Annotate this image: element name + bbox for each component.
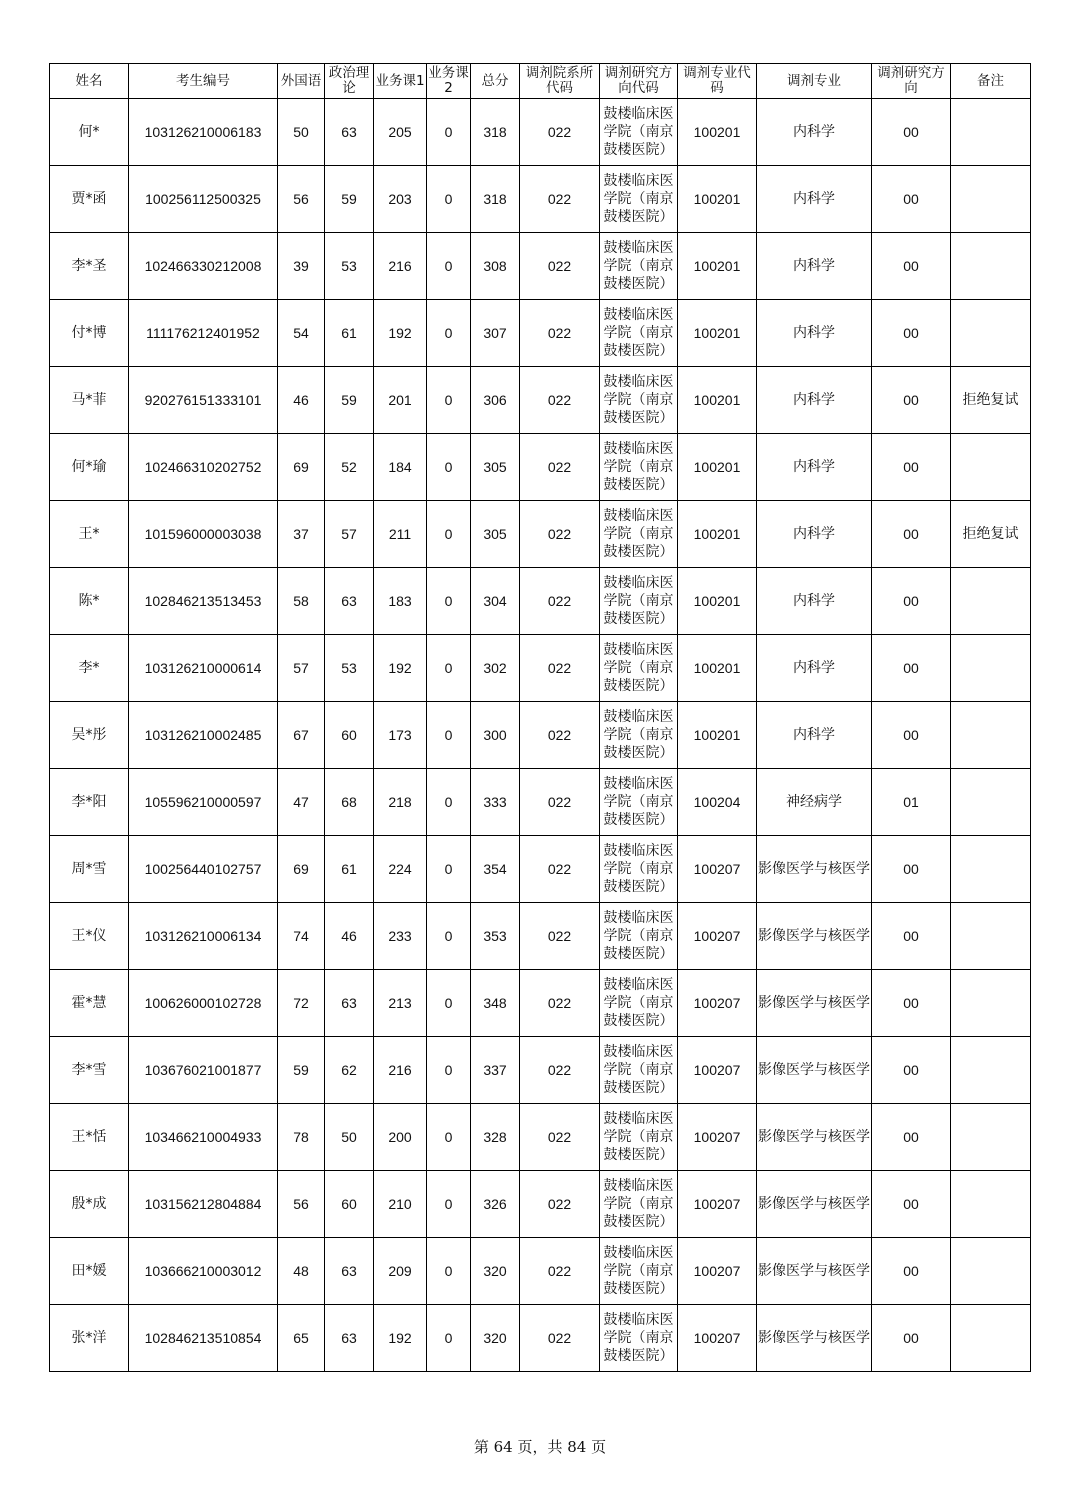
cell-politics-score: 57 bbox=[325, 501, 374, 568]
cell-major: 内科学 bbox=[757, 233, 872, 300]
cell-politics-score: 63 bbox=[325, 568, 374, 635]
cell-course2-score: 0 bbox=[427, 1238, 471, 1305]
header-course-2: 业务课2 bbox=[427, 64, 471, 99]
cell-note bbox=[951, 1037, 1031, 1104]
header-major-code: 调剂专业代码 bbox=[678, 64, 757, 99]
cell-candidate-id: 105596210000597 bbox=[129, 769, 278, 836]
cell-course2-score: 0 bbox=[427, 836, 471, 903]
cell-note bbox=[951, 836, 1031, 903]
cell-course1-score: 201 bbox=[374, 367, 427, 434]
cell-politics-score: 63 bbox=[325, 970, 374, 1037]
cell-politics-score: 68 bbox=[325, 769, 374, 836]
table-row bbox=[50, 1171, 1031, 1238]
cell-course2-score: 0 bbox=[427, 1305, 471, 1372]
cell-politics-score: 59 bbox=[325, 166, 374, 233]
cell-note bbox=[951, 434, 1031, 501]
cell-direction: 00 bbox=[872, 300, 951, 367]
cell-dept-code: 022 bbox=[520, 702, 600, 769]
cell-course2-score: 0 bbox=[427, 1171, 471, 1238]
cell-major: 内科学 bbox=[757, 367, 872, 434]
cell-note bbox=[951, 1171, 1031, 1238]
cell-candidate-id: 920276151333101 bbox=[129, 367, 278, 434]
cell-major: 内科学 bbox=[757, 99, 872, 166]
cell-dept-name: 鼓楼临床医学院（南京鼓楼医院） bbox=[600, 702, 678, 769]
cell-dept-name: 鼓楼临床医学院（南京鼓楼医院） bbox=[600, 1238, 678, 1305]
cell-course1-score: 192 bbox=[374, 635, 427, 702]
cell-name: 王*仪 bbox=[50, 903, 129, 970]
cell-course1-score: 233 bbox=[374, 903, 427, 970]
cell-candidate-id: 100256112500325 bbox=[129, 166, 278, 233]
cell-dept-code: 022 bbox=[520, 367, 600, 434]
cell-foreign-score: 56 bbox=[278, 1171, 325, 1238]
cell-major-code: 100201 bbox=[678, 300, 757, 367]
cell-total-score: 326 bbox=[471, 1171, 520, 1238]
cell-major: 影像医学与核医学 bbox=[757, 1037, 872, 1104]
page-footer: 第 64 页，共 84 页 bbox=[473, 1438, 607, 1456]
cell-course1-score: 192 bbox=[374, 1305, 427, 1372]
cell-major-code: 100201 bbox=[678, 233, 757, 300]
table-row bbox=[50, 836, 1031, 903]
table-row bbox=[50, 1238, 1031, 1305]
cell-major-code: 100207 bbox=[678, 970, 757, 1037]
table-row bbox=[50, 367, 1031, 434]
cell-politics-score: 63 bbox=[325, 1305, 374, 1372]
cell-total-score: 300 bbox=[471, 702, 520, 769]
cell-candidate-id: 103126210000614 bbox=[129, 635, 278, 702]
table-row bbox=[50, 1104, 1031, 1171]
cell-total-score: 348 bbox=[471, 970, 520, 1037]
cell-name: 霍*慧 bbox=[50, 970, 129, 1037]
cell-dept-name: 鼓楼临床医学院（南京鼓楼医院） bbox=[600, 434, 678, 501]
cell-major-code: 100201 bbox=[678, 635, 757, 702]
table-row bbox=[50, 233, 1031, 300]
cell-total-score: 304 bbox=[471, 568, 520, 635]
cell-total-score: 302 bbox=[471, 635, 520, 702]
table-row bbox=[50, 166, 1031, 233]
cell-foreign-score: 59 bbox=[278, 1037, 325, 1104]
cell-major-code: 100207 bbox=[678, 1037, 757, 1104]
cell-candidate-id: 103156212804884 bbox=[129, 1171, 278, 1238]
cell-total-score: 307 bbox=[471, 300, 520, 367]
table-row bbox=[50, 903, 1031, 970]
cell-major-code: 100204 bbox=[678, 769, 757, 836]
cell-dept-code: 022 bbox=[520, 568, 600, 635]
cell-direction: 00 bbox=[872, 1037, 951, 1104]
cell-foreign-score: 47 bbox=[278, 769, 325, 836]
cell-note bbox=[951, 568, 1031, 635]
cell-dept-code: 022 bbox=[520, 970, 600, 1037]
cell-total-score: 318 bbox=[471, 166, 520, 233]
table-row bbox=[50, 1037, 1031, 1104]
cell-major-code: 100207 bbox=[678, 903, 757, 970]
cell-direction: 00 bbox=[872, 367, 951, 434]
cell-dept-code: 022 bbox=[520, 99, 600, 166]
cell-course2-score: 0 bbox=[427, 903, 471, 970]
cell-note bbox=[951, 702, 1031, 769]
cell-dept-name: 鼓楼临床医学院（南京鼓楼医院） bbox=[600, 1171, 678, 1238]
cell-name: 付*博 bbox=[50, 300, 129, 367]
cell-major: 影像医学与核医学 bbox=[757, 836, 872, 903]
cell-foreign-score: 57 bbox=[278, 635, 325, 702]
cell-politics-score: 63 bbox=[325, 1238, 374, 1305]
cell-major-code: 100207 bbox=[678, 1305, 757, 1372]
cell-direction: 00 bbox=[872, 166, 951, 233]
cell-course1-score: 209 bbox=[374, 1238, 427, 1305]
table-row bbox=[50, 300, 1031, 367]
cell-major: 神经病学 bbox=[757, 769, 872, 836]
cell-note bbox=[951, 635, 1031, 702]
cell-course1-score: 224 bbox=[374, 836, 427, 903]
cell-course1-score: 173 bbox=[374, 702, 427, 769]
cell-politics-score: 50 bbox=[325, 1104, 374, 1171]
cell-direction: 00 bbox=[872, 970, 951, 1037]
cell-dept-name: 鼓楼临床医学院（南京鼓楼医院） bbox=[600, 1305, 678, 1372]
header-dept-code: 调剂院系所代码 bbox=[520, 64, 600, 99]
cell-note bbox=[951, 970, 1031, 1037]
cell-candidate-id: 102466330212008 bbox=[129, 233, 278, 300]
cell-name: 何*瑜 bbox=[50, 434, 129, 501]
cell-direction: 00 bbox=[872, 434, 951, 501]
cell-major-code: 100201 bbox=[678, 702, 757, 769]
cell-direction: 00 bbox=[872, 903, 951, 970]
cell-note bbox=[951, 1305, 1031, 1372]
cell-candidate-id: 103126210006183 bbox=[129, 99, 278, 166]
cell-direction: 00 bbox=[872, 836, 951, 903]
header-major: 调剂专业 bbox=[757, 64, 872, 99]
cell-note bbox=[951, 99, 1031, 166]
table-row bbox=[50, 635, 1031, 702]
cell-major: 内科学 bbox=[757, 702, 872, 769]
cell-course1-score: 211 bbox=[374, 501, 427, 568]
cell-dept-name: 鼓楼临床医学院（南京鼓楼医院） bbox=[600, 836, 678, 903]
cell-dept-name: 鼓楼临床医学院（南京鼓楼医院） bbox=[600, 903, 678, 970]
table-row bbox=[50, 970, 1031, 1037]
cell-candidate-id: 102466310202752 bbox=[129, 434, 278, 501]
cell-politics-score: 61 bbox=[325, 836, 374, 903]
cell-major: 影像医学与核医学 bbox=[757, 1171, 872, 1238]
cell-candidate-id: 102846213513453 bbox=[129, 568, 278, 635]
cell-course1-score: 216 bbox=[374, 233, 427, 300]
cell-dept-name: 鼓楼临床医学院（南京鼓楼医院） bbox=[600, 166, 678, 233]
cell-foreign-score: 48 bbox=[278, 1238, 325, 1305]
cell-major: 影像医学与核医学 bbox=[757, 1305, 872, 1372]
cell-dept-name: 鼓楼临床医学院（南京鼓楼医院） bbox=[600, 1037, 678, 1104]
cell-dept-name: 鼓楼临床医学院（南京鼓楼医院） bbox=[600, 300, 678, 367]
cell-note bbox=[951, 166, 1031, 233]
cell-note bbox=[951, 1238, 1031, 1305]
header-research-direction: 调剂研究方向 bbox=[872, 64, 951, 99]
header-direction-code: 调剂研究方向代码 bbox=[600, 64, 678, 99]
table-row bbox=[50, 501, 1031, 568]
cell-major-code: 100207 bbox=[678, 836, 757, 903]
cell-major-code: 100207 bbox=[678, 1171, 757, 1238]
cell-name: 何* bbox=[50, 99, 129, 166]
cell-major: 影像医学与核医学 bbox=[757, 903, 872, 970]
cell-major-code: 100201 bbox=[678, 568, 757, 635]
cell-politics-score: 61 bbox=[325, 300, 374, 367]
table-row bbox=[50, 99, 1031, 166]
cell-dept-name: 鼓楼临床医学院（南京鼓楼医院） bbox=[600, 1104, 678, 1171]
cell-name: 殷*成 bbox=[50, 1171, 129, 1238]
table-row bbox=[50, 702, 1031, 769]
cell-direction: 00 bbox=[872, 1238, 951, 1305]
cell-total-score: 318 bbox=[471, 99, 520, 166]
cell-course2-score: 0 bbox=[427, 99, 471, 166]
cell-course2-score: 0 bbox=[427, 568, 471, 635]
cell-note bbox=[951, 300, 1031, 367]
cell-candidate-id: 100626000102728 bbox=[129, 970, 278, 1037]
cell-note bbox=[951, 1104, 1031, 1171]
cell-total-score: 353 bbox=[471, 903, 520, 970]
cell-dept-code: 022 bbox=[520, 501, 600, 568]
cell-candidate-id: 100256440102757 bbox=[129, 836, 278, 903]
cell-candidate-id: 103676021001877 bbox=[129, 1037, 278, 1104]
cell-course1-score: 192 bbox=[374, 300, 427, 367]
cell-politics-score: 63 bbox=[325, 99, 374, 166]
cell-total-score: 337 bbox=[471, 1037, 520, 1104]
cell-politics-score: 60 bbox=[325, 702, 374, 769]
cell-name: 马*菲 bbox=[50, 367, 129, 434]
cell-foreign-score: 39 bbox=[278, 233, 325, 300]
cell-course1-score: 183 bbox=[374, 568, 427, 635]
cell-total-score: 308 bbox=[471, 233, 520, 300]
cell-course1-score: 218 bbox=[374, 769, 427, 836]
cell-major-code: 100201 bbox=[678, 367, 757, 434]
cell-course1-score: 216 bbox=[374, 1037, 427, 1104]
cell-candidate-id: 103126210006134 bbox=[129, 903, 278, 970]
cell-name: 吴*彤 bbox=[50, 702, 129, 769]
cell-dept-code: 022 bbox=[520, 1037, 600, 1104]
cell-candidate-id: 103666210003012 bbox=[129, 1238, 278, 1305]
cell-dept-code: 022 bbox=[520, 434, 600, 501]
header-course-1: 业务课1 bbox=[374, 64, 427, 99]
cell-course2-score: 0 bbox=[427, 769, 471, 836]
cell-name: 贾*函 bbox=[50, 166, 129, 233]
cell-dept-name: 鼓楼临床医学院（南京鼓楼医院） bbox=[600, 99, 678, 166]
cell-name: 李* bbox=[50, 635, 129, 702]
cell-course1-score: 184 bbox=[374, 434, 427, 501]
cell-note: 拒绝复试 bbox=[951, 501, 1031, 568]
cell-dept-code: 022 bbox=[520, 233, 600, 300]
cell-total-score: 333 bbox=[471, 769, 520, 836]
cell-major: 内科学 bbox=[757, 434, 872, 501]
cell-major: 内科学 bbox=[757, 501, 872, 568]
cell-politics-score: 46 bbox=[325, 903, 374, 970]
cell-course1-score: 205 bbox=[374, 99, 427, 166]
cell-dept-code: 022 bbox=[520, 1305, 600, 1372]
cell-total-score: 306 bbox=[471, 367, 520, 434]
cell-name: 张*洋 bbox=[50, 1305, 129, 1372]
cell-foreign-score: 65 bbox=[278, 1305, 325, 1372]
cell-foreign-score: 69 bbox=[278, 434, 325, 501]
cell-note: 拒绝复试 bbox=[951, 367, 1031, 434]
cell-major-code: 100201 bbox=[678, 99, 757, 166]
cell-major: 内科学 bbox=[757, 568, 872, 635]
cell-foreign-score: 78 bbox=[278, 1104, 325, 1171]
table-row bbox=[50, 769, 1031, 836]
cell-total-score: 328 bbox=[471, 1104, 520, 1171]
cell-name: 王*恬 bbox=[50, 1104, 129, 1171]
cell-dept-code: 022 bbox=[520, 635, 600, 702]
cell-course1-score: 210 bbox=[374, 1171, 427, 1238]
cell-dept-name: 鼓楼临床医学院（南京鼓楼医院） bbox=[600, 367, 678, 434]
cell-candidate-id: 103466210004933 bbox=[129, 1104, 278, 1171]
cell-dept-code: 022 bbox=[520, 1171, 600, 1238]
cell-course2-score: 0 bbox=[427, 1104, 471, 1171]
cell-major: 影像医学与核医学 bbox=[757, 1104, 872, 1171]
cell-dept-code: 022 bbox=[520, 836, 600, 903]
cell-foreign-score: 69 bbox=[278, 836, 325, 903]
cell-name: 陈* bbox=[50, 568, 129, 635]
cell-major-code: 100207 bbox=[678, 1238, 757, 1305]
cell-course2-score: 0 bbox=[427, 166, 471, 233]
cell-dept-name: 鼓楼临床医学院（南京鼓楼医院） bbox=[600, 501, 678, 568]
cell-dept-code: 022 bbox=[520, 903, 600, 970]
table-row bbox=[50, 1305, 1031, 1372]
cell-candidate-id: 103126210002485 bbox=[129, 702, 278, 769]
cell-dept-name: 鼓楼临床医学院（南京鼓楼医院） bbox=[600, 635, 678, 702]
header-candidate-id: 考生编号 bbox=[129, 64, 278, 99]
cell-total-score: 305 bbox=[471, 501, 520, 568]
cell-foreign-score: 56 bbox=[278, 166, 325, 233]
cell-foreign-score: 67 bbox=[278, 702, 325, 769]
cell-name: 田*媛 bbox=[50, 1238, 129, 1305]
cell-course1-score: 203 bbox=[374, 166, 427, 233]
cell-course2-score: 0 bbox=[427, 300, 471, 367]
header-foreign-language: 外国语 bbox=[278, 64, 325, 99]
cell-major-code: 100201 bbox=[678, 166, 757, 233]
table-row bbox=[50, 434, 1031, 501]
cell-note bbox=[951, 769, 1031, 836]
cell-dept-code: 022 bbox=[520, 1238, 600, 1305]
cell-foreign-score: 72 bbox=[278, 970, 325, 1037]
cell-candidate-id: 111176212401952 bbox=[129, 300, 278, 367]
header-row bbox=[50, 64, 1031, 99]
cell-course2-score: 0 bbox=[427, 233, 471, 300]
cell-course2-score: 0 bbox=[427, 434, 471, 501]
admission-table bbox=[49, 63, 1031, 1372]
cell-direction: 00 bbox=[872, 1171, 951, 1238]
cell-direction: 00 bbox=[872, 99, 951, 166]
cell-dept-code: 022 bbox=[520, 769, 600, 836]
cell-total-score: 320 bbox=[471, 1305, 520, 1372]
cell-course1-score: 200 bbox=[374, 1104, 427, 1171]
cell-politics-score: 52 bbox=[325, 434, 374, 501]
cell-course2-score: 0 bbox=[427, 702, 471, 769]
cell-major-code: 100201 bbox=[678, 434, 757, 501]
cell-name: 李*圣 bbox=[50, 233, 129, 300]
cell-direction: 00 bbox=[872, 1104, 951, 1171]
cell-dept-name: 鼓楼临床医学院（南京鼓楼医院） bbox=[600, 769, 678, 836]
cell-foreign-score: 37 bbox=[278, 501, 325, 568]
cell-candidate-id: 101596000003038 bbox=[129, 501, 278, 568]
cell-dept-name: 鼓楼临床医学院（南京鼓楼医院） bbox=[600, 970, 678, 1037]
cell-dept-name: 鼓楼临床医学院（南京鼓楼医院） bbox=[600, 233, 678, 300]
cell-course2-score: 0 bbox=[427, 367, 471, 434]
cell-politics-score: 59 bbox=[325, 367, 374, 434]
cell-note bbox=[951, 233, 1031, 300]
cell-politics-score: 62 bbox=[325, 1037, 374, 1104]
cell-direction: 00 bbox=[872, 568, 951, 635]
cell-course2-score: 0 bbox=[427, 635, 471, 702]
cell-foreign-score: 74 bbox=[278, 903, 325, 970]
cell-name: 李*雪 bbox=[50, 1037, 129, 1104]
cell-dept-name: 鼓楼临床医学院（南京鼓楼医院） bbox=[600, 568, 678, 635]
cell-major: 影像医学与核医学 bbox=[757, 1238, 872, 1305]
cell-dept-code: 022 bbox=[520, 166, 600, 233]
cell-total-score: 320 bbox=[471, 1238, 520, 1305]
cell-direction: 00 bbox=[872, 635, 951, 702]
cell-major: 内科学 bbox=[757, 635, 872, 702]
cell-direction: 00 bbox=[872, 702, 951, 769]
header-name: 姓名 bbox=[50, 64, 129, 99]
cell-dept-code: 022 bbox=[520, 300, 600, 367]
cell-note bbox=[951, 903, 1031, 970]
cell-politics-score: 53 bbox=[325, 635, 374, 702]
cell-major-code: 100207 bbox=[678, 1104, 757, 1171]
cell-total-score: 354 bbox=[471, 836, 520, 903]
cell-foreign-score: 46 bbox=[278, 367, 325, 434]
cell-major: 影像医学与核医学 bbox=[757, 970, 872, 1037]
cell-major: 内科学 bbox=[757, 300, 872, 367]
cell-major: 内科学 bbox=[757, 166, 872, 233]
cell-direction: 00 bbox=[872, 501, 951, 568]
cell-foreign-score: 58 bbox=[278, 568, 325, 635]
cell-course2-score: 0 bbox=[427, 1037, 471, 1104]
cell-direction: 01 bbox=[872, 769, 951, 836]
cell-total-score: 305 bbox=[471, 434, 520, 501]
cell-name: 周*雪 bbox=[50, 836, 129, 903]
cell-direction: 00 bbox=[872, 1305, 951, 1372]
header-note: 备注 bbox=[951, 64, 1031, 99]
header-total: 总分 bbox=[471, 64, 520, 99]
cell-name: 王* bbox=[50, 501, 129, 568]
cell-dept-code: 022 bbox=[520, 1104, 600, 1171]
header-politics: 政治理论 bbox=[325, 64, 374, 99]
table-row bbox=[50, 568, 1031, 635]
cell-politics-score: 60 bbox=[325, 1171, 374, 1238]
cell-foreign-score: 50 bbox=[278, 99, 325, 166]
cell-politics-score: 53 bbox=[325, 233, 374, 300]
cell-course2-score: 0 bbox=[427, 970, 471, 1037]
cell-direction: 00 bbox=[872, 233, 951, 300]
cell-course2-score: 0 bbox=[427, 501, 471, 568]
cell-candidate-id: 102846213510854 bbox=[129, 1305, 278, 1372]
cell-name: 李*阳 bbox=[50, 769, 129, 836]
cell-course1-score: 213 bbox=[374, 970, 427, 1037]
cell-foreign-score: 54 bbox=[278, 300, 325, 367]
cell-major-code: 100201 bbox=[678, 501, 757, 568]
